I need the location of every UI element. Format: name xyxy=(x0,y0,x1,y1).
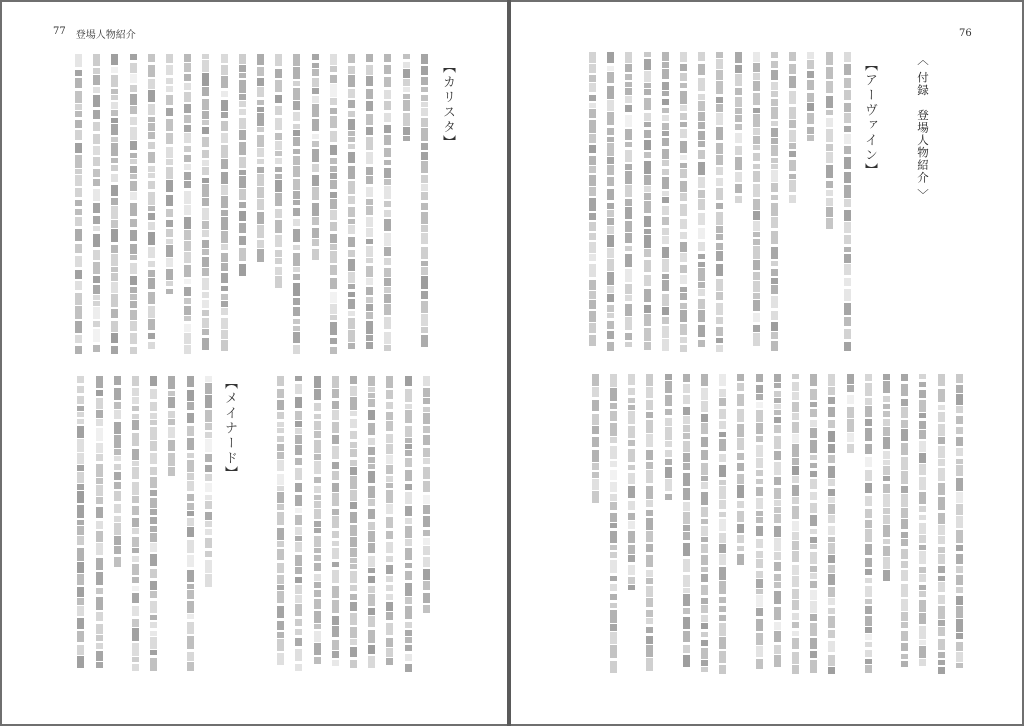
running-head xyxy=(53,26,136,41)
body-text-irvine xyxy=(569,52,857,352)
page-number-right: 76 xyxy=(959,28,972,39)
running-head-title: 登場人物紹介 xyxy=(75,30,136,41)
heading-maynard: 【メイナード】 xyxy=(222,376,237,481)
heading-callista: 【カリスタ】 xyxy=(440,60,455,150)
heading-irvine: 【アーヴァイン】 xyxy=(862,58,877,178)
body-text-maynard xyxy=(264,376,436,672)
body-text-callista xyxy=(60,54,434,354)
body-text-irvine-continued xyxy=(569,374,969,674)
appendix-title: 〈 付録 登場人物紹介 〉 xyxy=(916,54,930,201)
page-number-left: 77 xyxy=(53,26,66,37)
right-page xyxy=(511,2,1022,724)
left-page xyxy=(2,2,507,724)
body-text-maynard-continued xyxy=(60,376,218,672)
